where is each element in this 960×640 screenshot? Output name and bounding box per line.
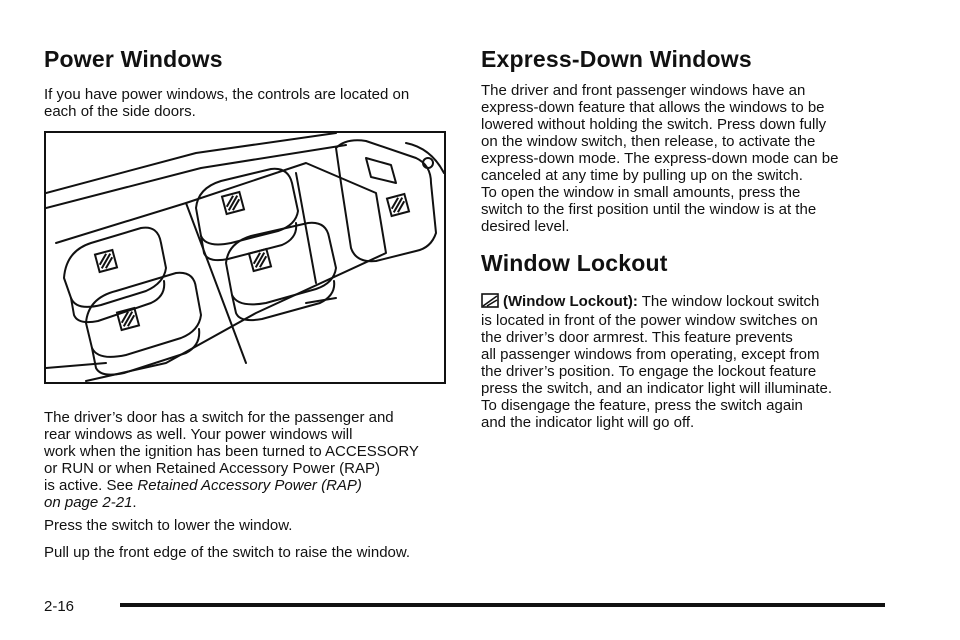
pull-raise-text: Pull up the front edge of the switch to raise the window. (44, 544, 411, 561)
text-line: the driver’s position. To engage the lockout feature (481, 363, 817, 380)
footer-rule (120, 603, 885, 607)
text-line: is located in front of the power window switches on (481, 312, 818, 329)
press-lower-text: Press the switch to lower the window. (44, 517, 293, 534)
intro-line: If you have power windows, the controls are located on (44, 86, 410, 103)
express-down-paragraph (481, 82, 901, 235)
text-line: . (132, 494, 137, 511)
rap-page-reference[interactable]: on page 2-21 (44, 494, 133, 511)
window-lockout-paragraph (481, 293, 901, 431)
text-line: press the switch, and an indicator light will illuminate. (481, 380, 832, 397)
driver-door-paragraph (44, 409, 464, 511)
window-lockout-icon (481, 293, 499, 312)
text-line: The driver and front passenger windows have an (481, 82, 806, 99)
text-line: is active. See (44, 477, 138, 494)
text-line: To open the window in small amounts, press the (481, 184, 801, 201)
text-line: or RUN or when Retained Accessory Power (RAP) (44, 460, 380, 477)
window-switch-illustration (44, 131, 446, 384)
intro-line: each of the side doors. (44, 103, 196, 120)
page-number: 2-16 (44, 598, 75, 615)
power-windows-heading: Power Windows (44, 46, 223, 72)
intro-paragraph (44, 86, 464, 120)
text-line: the driver’s door armrest. This feature prevents (481, 329, 793, 346)
text-line: express-down mode. The express-down mode can be (481, 150, 839, 167)
text-line: canceled at any time by pulling up on the switch. (481, 167, 803, 184)
text-line: and the indicator light will go off. (481, 414, 695, 431)
express-down-heading: Express-Down Windows (481, 46, 752, 72)
text-line: rear windows as well. Your power windows will (44, 426, 353, 443)
text-line: To disengage the feature, press the switch again (481, 397, 803, 414)
lockout-label: (Window Lockout): (503, 293, 638, 310)
window-lockout-heading: Window Lockout (481, 250, 668, 276)
text-line: The driver’s door has a switch for the passenger and (44, 409, 394, 426)
text-line: The window lockout switch (637, 293, 820, 310)
text-line: lowered without holding the switch. Press down fully (481, 116, 827, 133)
text-line: all passenger windows from operating, except from (481, 346, 820, 363)
window-switch-icon (95, 192, 409, 330)
text-line: express-down feature that allows the windows to be (481, 99, 825, 116)
text-line: work when the ignition has been turned to ACCESSORY (44, 443, 419, 460)
rap-cross-reference[interactable]: Retained Accessory Power (RAP) (137, 477, 362, 494)
text-line: switch to the first position until the window is at the (481, 201, 817, 218)
text-line: desired level. (481, 218, 570, 235)
text-line: on the window switch, then release, to activate the (481, 133, 816, 150)
